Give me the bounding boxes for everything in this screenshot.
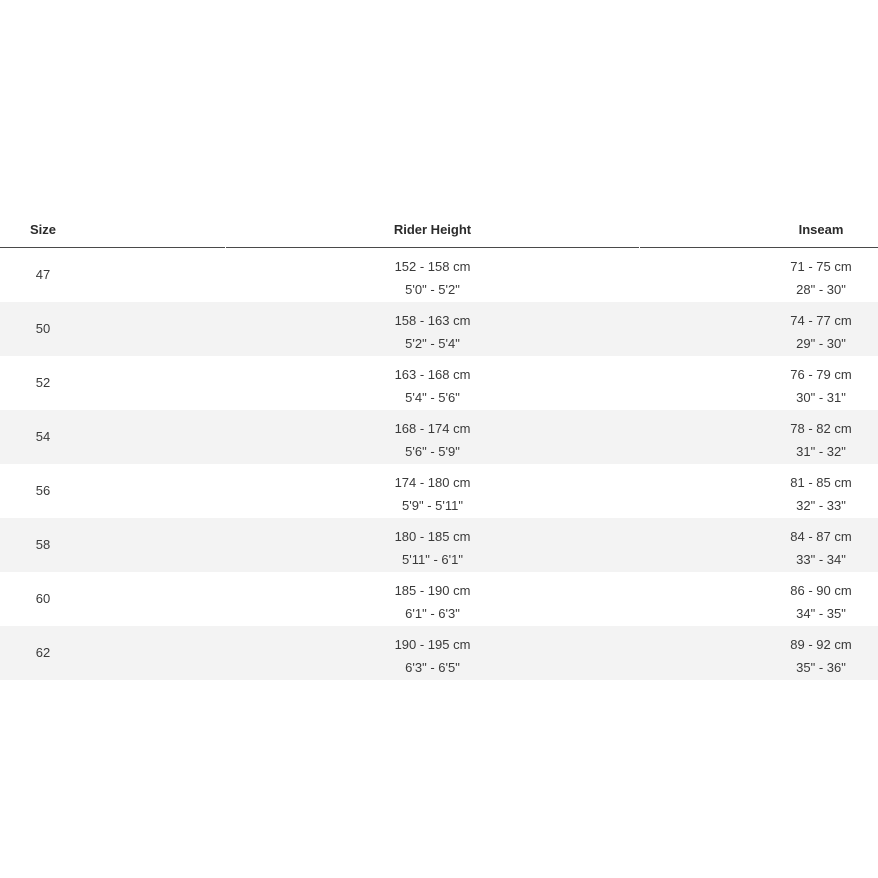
height-ft: 5'0" - 5'2" (405, 281, 460, 297)
table-row (0, 302, 878, 356)
table-row (0, 464, 878, 518)
height-cm: 163 - 168 cm (394, 367, 471, 382)
rider-height-cell (226, 364, 639, 409)
height-cm: 180 - 185 cm (394, 529, 471, 544)
inseam-cell (764, 418, 878, 463)
inseam-cm: 81 - 85 cm (790, 475, 852, 490)
table-row (0, 572, 878, 626)
size-cell: 62 (35, 645, 51, 660)
table-row (0, 626, 878, 680)
table-row (0, 518, 878, 572)
inseam-cell (764, 580, 878, 625)
size-cell: 52 (35, 375, 51, 390)
size-chart-table (0, 210, 878, 680)
inseam-in: 35" - 36" (796, 659, 846, 675)
height-cm: 158 - 163 cm (394, 313, 471, 328)
height-ft: 5'2" - 5'4" (405, 335, 460, 351)
table-row (0, 248, 878, 302)
height-ft: 6'3" - 6'5" (405, 659, 460, 675)
inseam-in: 29" - 30" (796, 335, 846, 351)
height-ft: 5'9" - 5'11" (402, 497, 463, 513)
rider-height-cell (226, 418, 639, 463)
height-cm: 190 - 195 cm (394, 637, 471, 652)
height-ft: 6'1" - 6'3" (405, 605, 460, 621)
inseam-in: 33" - 34" (796, 551, 846, 567)
inseam-cm: 76 - 79 cm (790, 367, 852, 382)
size-cell: 58 (35, 537, 51, 552)
size-cell: 56 (35, 483, 51, 498)
inseam-in: 34" - 35" (796, 605, 846, 621)
inseam-cm: 86 - 90 cm (790, 583, 852, 598)
inseam-cm: 78 - 82 cm (790, 421, 852, 436)
height-ft: 5'11" - 6'1" (402, 551, 463, 567)
height-cm: 185 - 190 cm (394, 583, 471, 598)
rider-height-cell (226, 310, 639, 355)
inseam-cm: 89 - 92 cm (790, 637, 852, 652)
size-cell: 47 (35, 267, 51, 282)
inseam-in: 32" - 33" (796, 497, 846, 513)
table-row (0, 356, 878, 410)
inseam-cell (764, 472, 878, 517)
rider-height-cell (226, 580, 639, 625)
inseam-cell (764, 364, 878, 409)
size-cell: 50 (35, 321, 51, 336)
rider-height-cell (226, 256, 639, 301)
size-cell: 60 (35, 591, 51, 606)
height-cm: 168 - 174 cm (394, 421, 471, 436)
rider-height-cell (226, 472, 639, 517)
inseam-cell (764, 310, 878, 355)
inseam-cell (764, 256, 878, 301)
table-row (0, 410, 878, 464)
inseam-in: 30" - 31" (796, 389, 846, 405)
inseam-cm: 84 - 87 cm (790, 529, 852, 544)
inseam-column-header: Inseam (798, 222, 844, 237)
height-ft: 5'4" - 5'6" (405, 389, 460, 405)
inseam-cm: 71 - 75 cm (790, 259, 852, 274)
table-header-row (0, 210, 878, 248)
inseam-in: 31" - 32" (796, 443, 846, 459)
height-cm: 174 - 180 cm (394, 475, 471, 490)
inseam-cell (764, 634, 878, 679)
inseam-in: 28" - 30" (796, 281, 846, 297)
rider-height-column-header: Rider Height (393, 222, 472, 237)
height-ft: 5'6" - 5'9" (405, 443, 460, 459)
size-cell: 54 (35, 429, 51, 444)
rider-height-cell (226, 526, 639, 571)
inseam-cm: 74 - 77 cm (790, 313, 852, 328)
inseam-cell (764, 526, 878, 571)
rider-height-cell (226, 634, 639, 679)
size-column-header: Size (29, 222, 56, 237)
height-cm: 152 - 158 cm (394, 259, 471, 274)
